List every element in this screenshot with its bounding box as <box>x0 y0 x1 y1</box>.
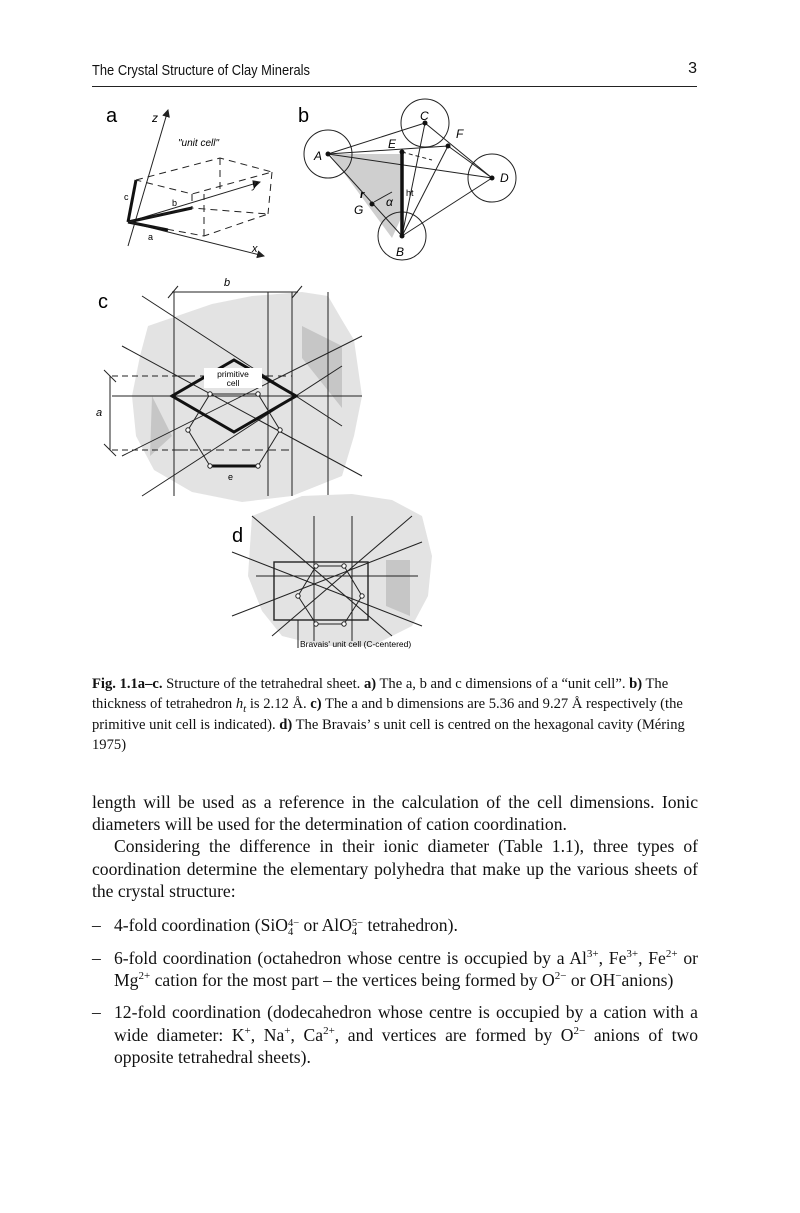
tetrahedral-sheet-diagram <box>92 96 552 661</box>
unit-cell-label: "unit cell" <box>178 138 220 149</box>
panel-b <box>298 99 516 260</box>
caption-label: Fig. 1.1a–c. <box>92 676 163 692</box>
panel-label-c: c <box>98 291 108 313</box>
point-g: G <box>354 203 364 217</box>
figure-1-1 <box>92 96 552 661</box>
body-text <box>92 791 698 1078</box>
z-axis-label: z <box>152 111 158 125</box>
page-header <box>92 60 697 87</box>
unit-cell-dashed <box>128 158 272 236</box>
coordination-list <box>92 914 698 1068</box>
list-item: – 12-fold coordination (dodecahedron whose centre is occupied by a cation with a wide diameter: K+, Na+, $Ca^{2+}$, and vertices are formed by $O^{2-}$ anions of two opposite tetrahedral sheets). <box>92 1002 699 1067</box>
ht-label: ht <box>406 188 414 198</box>
y-axis-label: y <box>252 179 258 191</box>
dim-b-label: b <box>224 277 231 289</box>
dim-a-label: a <box>96 407 103 419</box>
alpha-label: α <box>386 195 393 209</box>
point-a: A <box>314 149 323 163</box>
x-axis-label: x <box>252 243 258 255</box>
primitive-label-line2: cell <box>226 378 240 388</box>
panel-c <box>96 277 362 502</box>
edge-c <box>128 180 136 222</box>
point-c: C <box>420 109 429 123</box>
panel-label-d: d <box>232 525 244 547</box>
figure-caption: Fig. 1.1a–c. Structure of the tetrahedral sheet. a) The a, b and c dimensions of a “unit cell”. b) The thickness of tetrahedron $h_t$ is 2.12 Å. c) The a and b dimensions are 5.36 and 9.27 Å respectively (the primitive unit cell is indicated). d) The Bravais’ s unit cell is centred on the hexagonal cavity (Méring 1975) <box>92 676 685 753</box>
list-item: – 4-fold coordination (SiO 4− 4 or AlO 5− 4 tetrahedron). <box>92 915 458 939</box>
paragraph-1: length will be used as a reference in the calculation of the cell dimensions. Ionic diameters will be used for the determination of cation coordination. <box>92 792 698 835</box>
paragraph-2: Considering the difference in their ionic diameter (Table 1.1), three types of coordination determine the elementary polyhedra that make up the various sheets of the crystal structure: <box>92 836 698 901</box>
running-title: The Crystal Structure of Clay Minerals <box>92 62 310 79</box>
page-number: 3 <box>688 60 697 77</box>
panel-label-b: b <box>298 105 310 127</box>
edge-c-label: c <box>124 192 129 202</box>
panel-label-a: a <box>106 105 118 127</box>
point-f: F <box>456 127 464 141</box>
r-label: r <box>360 189 365 201</box>
primitive-label-line1: primitive <box>217 369 249 379</box>
panel-a <box>106 105 272 256</box>
point-d: D <box>500 171 509 185</box>
edge-a-label: a <box>148 232 154 242</box>
point-b: B <box>396 245 405 259</box>
bravais-label: Bravais' unit cell (C-centered) <box>300 639 412 649</box>
label-e: e <box>228 472 234 482</box>
edge-b-label: b <box>172 198 178 208</box>
point-e: E <box>388 137 397 151</box>
y-axis <box>128 182 260 222</box>
list-item: – 6-fold coordination (octahedron whose centre is occupied by a $Al^{3+}$, $Fe^{3+}$, $Fe^{2+}$ or $Mg^{2+}$ cation for the most part – the vertices being formed by $O^{2-}$ or OH−anions) <box>92 948 698 991</box>
panel-d <box>232 494 432 649</box>
